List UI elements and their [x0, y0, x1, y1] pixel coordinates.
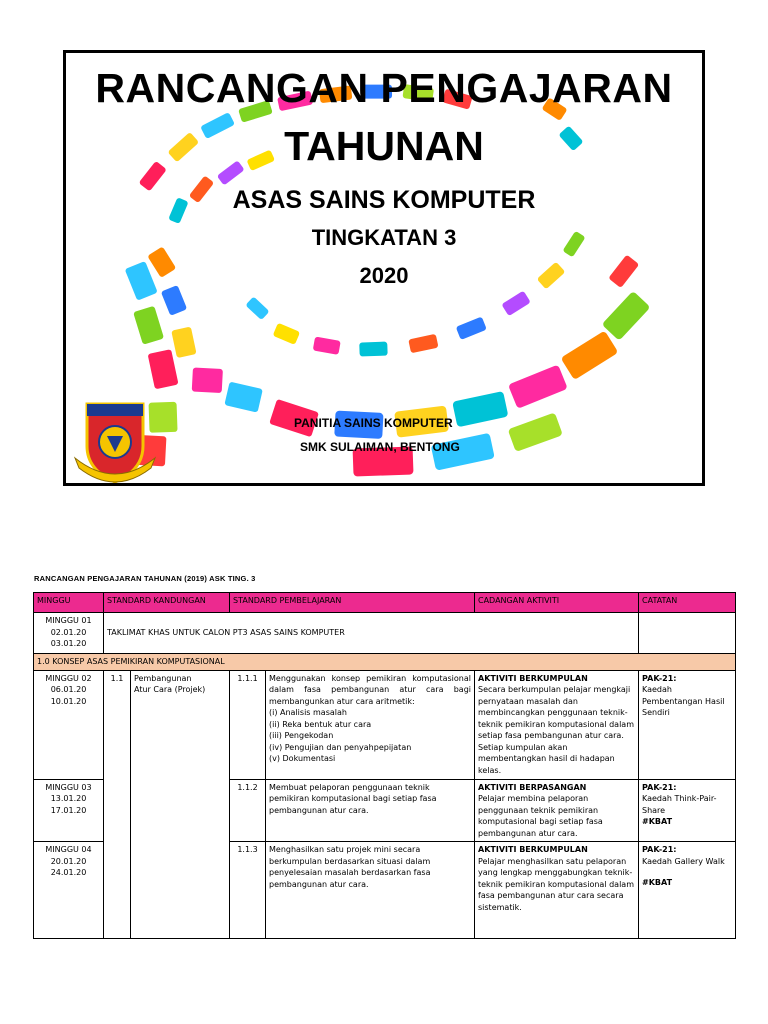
briefing-note: TAKLIMAT KHAS UNTUK CALON PT3 ASAS SAINS KOMPUTER — [104, 613, 639, 654]
sk-number: 1.1 — [104, 670, 131, 939]
sp-number: 1.1.1 — [230, 670, 266, 779]
section-title: 1.0 KONSEP ASAS PEMIKIRAN KOMPUTASIONAL — [34, 654, 736, 671]
sp-number: 1.1.3 — [230, 842, 266, 939]
note-cell: PAK-21: Kaedah Gallery Walk #KBAT — [639, 842, 736, 939]
note-cell: PAK-21: Kaedah Think-Pair- Share #KBAT — [639, 779, 736, 842]
sp-text: Menggunakan konsep pemikiran komputasional dalam fasa pembangunan atur cara bagi membangunkan atur cara aritmetik: (i) Analisis masalah (ii) Reka bentuk atur cara (iii) Pengekodan (iv) Pengujian dan penyahpepijatan (v) Dokumentasi — [266, 670, 475, 779]
cover-subject: ASAS SAINS KOMPUTER — [232, 186, 536, 214]
school-name: SMK SULAIMAN, BENTONG — [300, 440, 460, 454]
activity-cell: AKTIVITI BERKUMPULAN Pelajar menghasilkan satu pelaporan yang lengkap menggabungkan teknik-teknik pemikiran komputasional dalam fasa pembangunan atur cara secara sistematik. — [475, 842, 639, 939]
school-crest-icon — [73, 398, 157, 486]
lesson-plan-table — [33, 592, 736, 939]
header-minggu: MINGGU — [34, 593, 104, 613]
header-standard-kandungan: STANDARD KANDUNGAN — [104, 593, 230, 613]
header-catatan: CATATAN — [639, 593, 736, 613]
panel-name: PANITIA SAINS KOMPUTER — [294, 416, 453, 430]
cover-form: TINGKATAN 3 — [311, 225, 457, 250]
week-cell: MINGGU 04 20.01.20 24.01.20 — [34, 842, 104, 939]
sp-text: Menghasilkan satu projek mini secara berkumpulan berdasarkan situasi dalam penyelesaian masalah berdasarkan fasa pembangunan atur cara. — [266, 842, 475, 939]
cover-year: 2020 — [359, 263, 409, 288]
sp-text: Membuat pelaporan penggunaan teknik pemikiran komputasional bagi setiap fasa pembangunan atur cara. — [266, 779, 475, 842]
section-row — [34, 654, 736, 671]
header-standard-pembelajaran: STANDARD PEMBELAJARAN — [230, 593, 475, 613]
activity-cell: AKTIVITI BERKUMPULAN Secara berkumpulan pelajar mengkaji pernyataan masalah dan membincangkan penggunaan teknik-teknik pemikiran komputasional dalam setiap fasa pembangunan atur cara. Setiap kumpulan akan membentangkan hasil di hadapan kelas. — [475, 670, 639, 779]
table-header-row — [34, 593, 736, 613]
note-cell: PAK-21: Kaedah Pembentangan Hasil Sendiri — [639, 670, 736, 779]
cover-page — [63, 50, 705, 486]
sk-text: Pembangunan Atur Cara (Projek) — [131, 670, 230, 939]
header-cadangan-aktiviti: CADANGAN AKTIVITI — [475, 593, 639, 613]
week-cell: MINGGU 02 06.01.20 10.01.20 — [34, 670, 104, 779]
week-cell: MINGGU 01 02.01.20 03.01.20 — [34, 613, 104, 654]
week-cell: MINGGU 03 13.01.20 17.01.20 — [34, 779, 104, 842]
document-header: RANCANGAN PENGAJARAN TAHUNAN (2019) ASK TING. 3 — [34, 574, 256, 583]
cover-title-line-2: TAHUNAN — [284, 123, 484, 169]
table-row — [34, 670, 736, 779]
activity-cell: AKTIVITI BERPASANGAN Pelajar membina pelaporan penggunaan teknik pemikiran komputasional bagi setiap fasa pembangunan atur cara. — [475, 779, 639, 842]
sp-number: 1.1.2 — [230, 779, 266, 842]
table-row — [34, 613, 736, 654]
cover-title-line-1: RANCANGAN PENGAJARAN — [95, 65, 673, 111]
